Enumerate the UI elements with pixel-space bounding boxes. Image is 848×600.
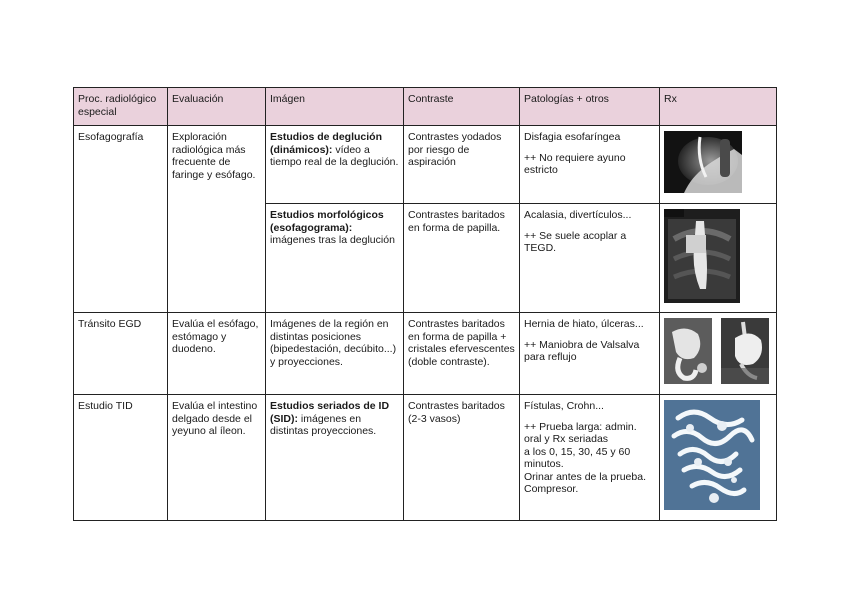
- imagen-rest: imágenes en distintas proyecciones.: [270, 412, 377, 437]
- patologia-note-4: Compresor.: [524, 483, 579, 495]
- xray-esofagograma-image: [664, 209, 740, 303]
- table-row: [74, 313, 777, 395]
- cell-rx: [660, 313, 777, 395]
- cell-contraste: Contrastes baritados en forma de papilla.: [404, 204, 520, 313]
- patologia-note: ++ Maniobra de Valsalva para reflujo: [524, 338, 640, 363]
- cell-imagen: [266, 395, 404, 521]
- cell-rx: [660, 395, 777, 521]
- table-row: [74, 395, 777, 521]
- cell-rx: [660, 126, 777, 204]
- header-proc: Proc. radiológico especial: [74, 88, 168, 126]
- cell-contraste: Contrastes baritados en forma de papilla + cristales efervescentes (doble contraste).: [404, 313, 520, 395]
- cell-patologias: [520, 204, 660, 313]
- xray-tid-image: [664, 400, 760, 510]
- table-header-row: [74, 88, 777, 126]
- cell-evaluacion: Evalúa el esófago, estómago y duodeno.: [168, 313, 266, 395]
- header-evaluacion: Evaluación: [168, 88, 266, 126]
- header-contraste: Contraste: [404, 88, 520, 126]
- cell-patologias: [520, 313, 660, 395]
- header-rx: Rx: [660, 88, 777, 126]
- patologia-note-2: a los 0, 15, 30, 45 y 60 minutos.: [524, 445, 631, 470]
- patologia-text: Hernia de hiato, úlceras...: [524, 318, 644, 330]
- cell-rx: [660, 204, 777, 313]
- cell-evaluacion: Evalúa el intestino delgado desde el yeyuno al íleon.: [168, 395, 266, 521]
- header-patologias: Patologías + otros: [520, 88, 660, 126]
- cell-patologias: [520, 395, 660, 521]
- cell-imagen: [266, 126, 404, 204]
- patologia-note: ++ No requiere ayuno estricto: [524, 151, 626, 176]
- procedures-table: [73, 87, 777, 521]
- imagen-bold: Estudios de deglución (dinámicos):: [270, 131, 383, 156]
- patologia-note-3: Orinar antes de la prueba.: [524, 470, 646, 483]
- xray-egd-image-1: [664, 318, 712, 384]
- patologia-text: Fístulas, Crohn...: [524, 400, 604, 412]
- header-imagen: Imágen: [266, 88, 404, 126]
- cell-proc: Estudio TID: [74, 395, 168, 521]
- imagen-bold: Estudios morfológicos (esofagograma):: [270, 209, 384, 234]
- imagen-rest: imágenes tras la deglución: [270, 234, 395, 246]
- xray-egd-image-2: [721, 318, 769, 384]
- cell-contraste: Contrastes yodados por riesgo de aspiración: [404, 126, 520, 204]
- cell-imagen: [266, 204, 404, 313]
- cell-proc: Tránsito EGD: [74, 313, 168, 395]
- xray-deglution-image: [664, 131, 742, 193]
- patologia-note: ++ Se suele acoplar a TEGD.: [524, 229, 627, 254]
- imagen-bold: Estudios seriados de ID (SID):: [270, 400, 390, 425]
- patologia-text: Disfagia esofaríngea: [524, 131, 621, 143]
- table-row: [74, 126, 777, 204]
- cell-evaluacion: Exploración radiológica más frecuente de faringe y esófago.: [168, 126, 266, 313]
- patologia-text: Acalasia, divertículos...: [524, 209, 632, 221]
- xray-egd-images: [664, 318, 772, 384]
- imagen-rest: vídeo a tiempo real de la deglución.: [270, 143, 399, 168]
- patologia-note-1: ++ Prueba larga: admin. oral y Rx seriadas: [524, 420, 637, 445]
- cell-proc: Esofagografía: [74, 126, 168, 313]
- cell-imagen: Imágenes de la región en distintas posiciones (bipedestación, decúbito...) y proyecciones.: [266, 313, 404, 395]
- cell-patologias: [520, 126, 660, 204]
- cell-contraste: Contrastes baritados (2-3 vasos): [404, 395, 520, 521]
